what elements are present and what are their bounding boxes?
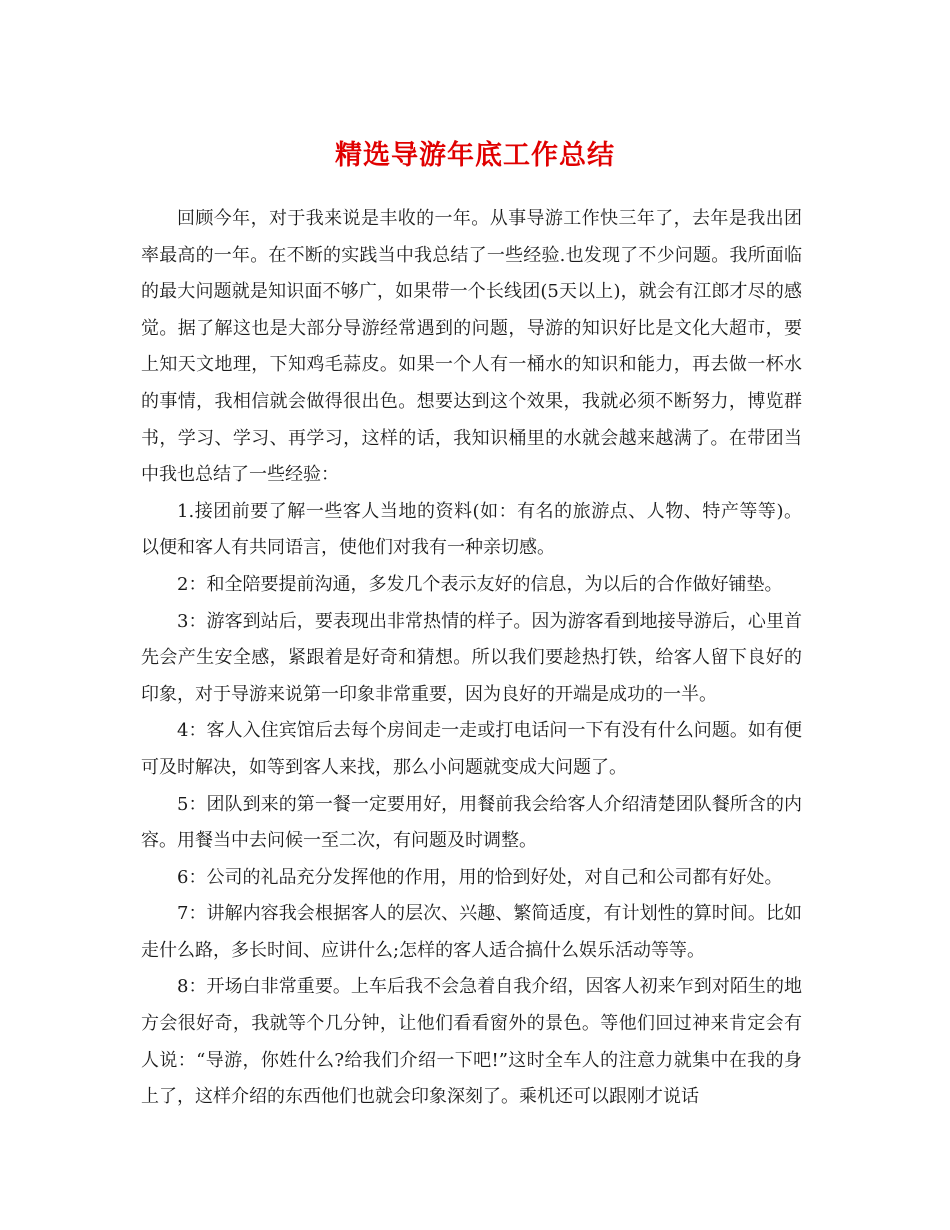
paragraph-item-2: 2：和全陪要提前沟通，多发几个表示友好的信息，为以后的合作做好铺垫。 [177, 573, 783, 595]
paragraph-item-3: 3：游客到站后，要表现出非常热情的样子。因为游客看到地接导游后，心里首先会产生安全感，紧跟着是好奇和猜想。所以我们要趁热打铁，给客人留下良好的印象，对于导游来说第一印象非常重要，因为良好的开端是成功的一半。 [141, 610, 802, 705]
paragraph-item-4: 4：客人入住宾馆后去每个房间走一走或打电话问一下有没有什么问题。如有便可及时解决，如等到客人来找，那么小问题就变成大问题了。 [141, 720, 802, 778]
paragraph-item-1: 1.接团前要了解一些客人当地的资料(如：有名的旅游点、人物、特产等等)。以便和客人有共同语言，使他们对我有一种亲切感。 [141, 500, 802, 559]
document-body [141, 201, 802, 1116]
paragraph-item-8: 8：开场白非常重要。上车后我不会急着自我介绍，因客人初来乍到对陌生的地方会很好奇，我就等个几分钟，让他们看看窗外的景色。等他们回过神来肯定会有人说：“导游，你姓什么?给我们介绍一下吧!”这时全车人的注意力就集中在我的身上了，这样介绍的东西他们也就会印象深刻了。乘机还可以跟刚才说话 [141, 976, 802, 1108]
paragraph-intro: 回顾今年，对于我来说是丰收的一年。从事导游工作快三年了，去年是我出团率最高的一年。在不断的实践当中我总结了一些经验.也发现了不少问题。我所面临的最大问题就是知识面不够广，如果带一个长线团(5天以上)，就会有江郎才尽的感觉。据了解这也是大部分导游经常遇到的问题，导游的知识好比是文化大超市，要上知天文地理，下知鸡毛蒜皮。如果一个人有一桶水的知识和能力，再去做一杯水的事情，我相信就会做得很出色。想要达到这个效果，我就必须不断努力，博览群书，学习、学习、再学习，这样的话，我知识桶里的水就会越来越满了。在带团当中我也总结了一些经验： [141, 208, 802, 486]
document-title: 精选导游年底工作总结 [335, 140, 615, 171]
paragraph-item-5: 5：团队到来的第一餐一定要用好，用餐前我会给客人介绍清楚团队餐所含的内容。用餐当中去问候一至二次，有问题及时调整。 [141, 793, 802, 852]
paragraph-item-7: 7：讲解内容我会根据客人的层次、兴趣、繁简适度，有计划性的算时间。比如走什么路，多长时间、应讲什么;怎样的客人适合搞什么娱乐活动等等。 [141, 903, 802, 961]
paragraph-item-6: 6：公司的礼品充分发挥他的作用，用的恰到好处，对自己和公司都有好处。 [177, 866, 783, 888]
